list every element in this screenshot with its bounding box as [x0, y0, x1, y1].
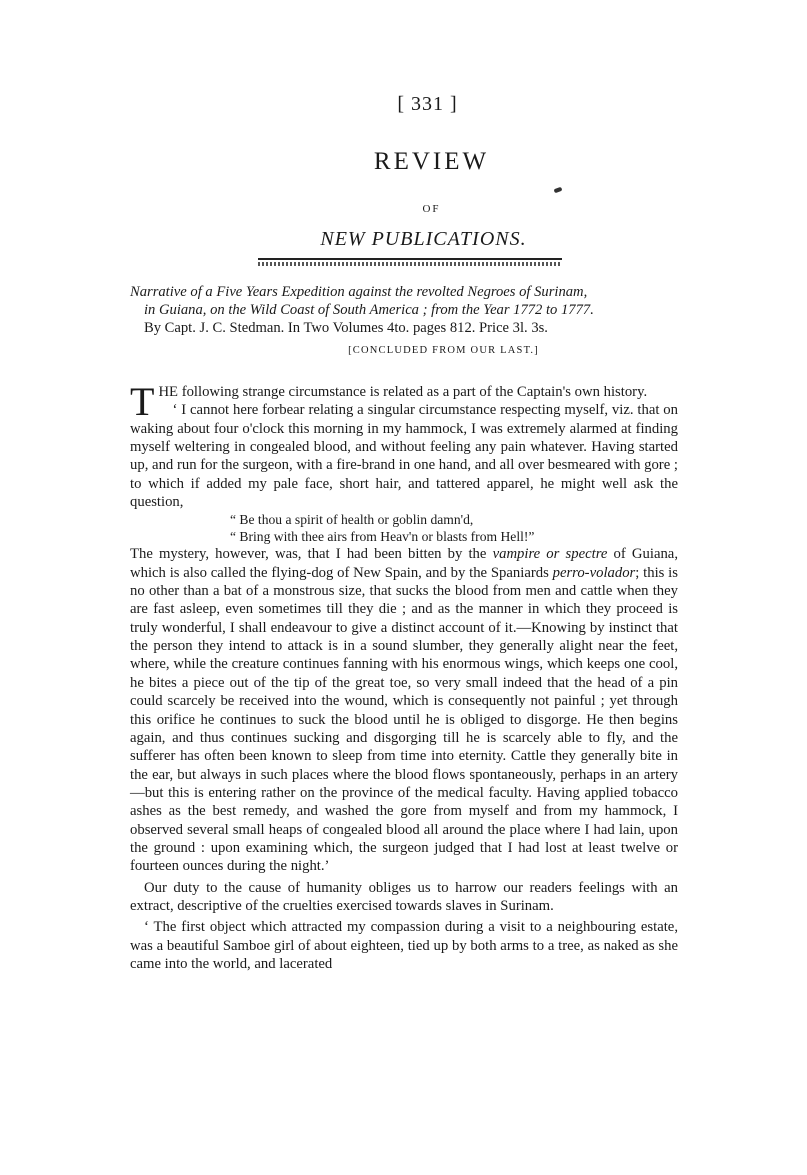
italic-term: vampire or spectre — [492, 546, 608, 563]
page-number: [ 331 ] — [397, 93, 458, 115]
article-body — [130, 379, 679, 973]
section-title: REVIEW — [373, 148, 490, 175]
text-span: The mystery, however, was, that I had been bitten by the — [130, 546, 493, 563]
divider-ornament — [258, 262, 562, 266]
book-author-line: By Capt. J. C. Stedman. In Two Volumes 4to. pages 812. Price 3l. 3s. — [144, 320, 548, 336]
divider-rule — [258, 258, 562, 260]
mystery-paragraph — [130, 545, 678, 875]
of-label: OF — [422, 203, 441, 215]
section-subtitle: NEW PUBLICATIONS. — [320, 228, 527, 250]
italic-term: perro-volador — [552, 564, 636, 581]
concluded-note: [CONCLUDED FROM OUR LAST.] — [348, 345, 539, 356]
book-reference — [130, 283, 690, 337]
humanity-paragraph: Our duty to the cause of humanity obliges us to harrow our readers feelings with an extract, descriptive of the cruelties exercised towards slaves in Surinam. — [130, 879, 678, 914]
text-span: ; this is no other than a bat of a monstrous size, that sucks the blood from men and cattle when they are fast asleep, even sometimes till they die ; and as the manner in which they proceed is truly wonderful, I shall endeavour to give a distinct account of it.—Knowing by instinct that the person they intend to attack is in a sound slumber, they generally alight near the feet, where, while the creature continues fanning with his enormous wings, which keeps one cool, he bites a piece out of the tip of the great toe, so very small indeed that the head of a pin could scarcely be received into the wound, which is consequently not painful ; yet through this orifice he continues to suck the blood until he is obliged to disgorge. He then begins again, and thus continues sucking and disgorging till he is scarcely able to fly, and the sufferer has often been known to sleep from time into eternity. Cattle they generally bite in the ear, but always in such places where the blood flows spontaneously, perhaps in an artery—but this is entering rather on the province of the medical faculty. Having applied tobacco ashes as the best remedy, and washed the gore from myself and from my hammock, I observed several small heaps of congealed blood all around the place where I had lain, upon the ground : upon examining which, the surgeon judged that I had lost at least twelve or fourteen ounces during the night.’ — [130, 564, 678, 875]
book-title-line-2: in Guiana, on the Wild Coast of South America ; from the Year 1772 to 1777. — [144, 302, 594, 318]
verse-quote — [230, 511, 678, 545]
ink-speck — [554, 187, 563, 193]
samboe-paragraph: ‘ The first object which attracted my compassion during a visit to a neighbouring estate, was a beautiful Samboe girl of about eighteen, tied up by both arms to a tree, as naked as she came into the world, and lacerated — [130, 919, 678, 972]
verse-line: “ Be thou a spirit of health or goblin damn'd, — [230, 512, 474, 528]
intro-paragraph — [130, 379, 678, 424]
quote-paragraph: ‘ I cannot here forbear relating a singular circumstance respecting myself, viz. that on waking about four o'clock this morning in my hammock, I was extremely alarmed at finding myself weltering in congealed blood, and without feeling any pain whatever. Having started up, and run for the surgeon, with a fire-brand in one hand, and all over besmeared with gore ; to which if added my pale face, short hair, and tattered apparel, he might well ask the question, — [130, 402, 678, 511]
verse-line: “ Bring with thee airs from Heav'n or blasts from Hell!” — [230, 529, 535, 545]
drop-cap: T — [130, 379, 155, 424]
intro-text: HE following strange circumstance is related as a part of the Captain's own history. — [158, 384, 648, 400]
book-title-line-1: Narrative of a Five Years Expedition against the revolted Negroes of Surinam, — [130, 284, 588, 300]
text-span: of Guiana, which is also called the flying-dog of New Spain, and by the Spaniards — [130, 546, 679, 581]
